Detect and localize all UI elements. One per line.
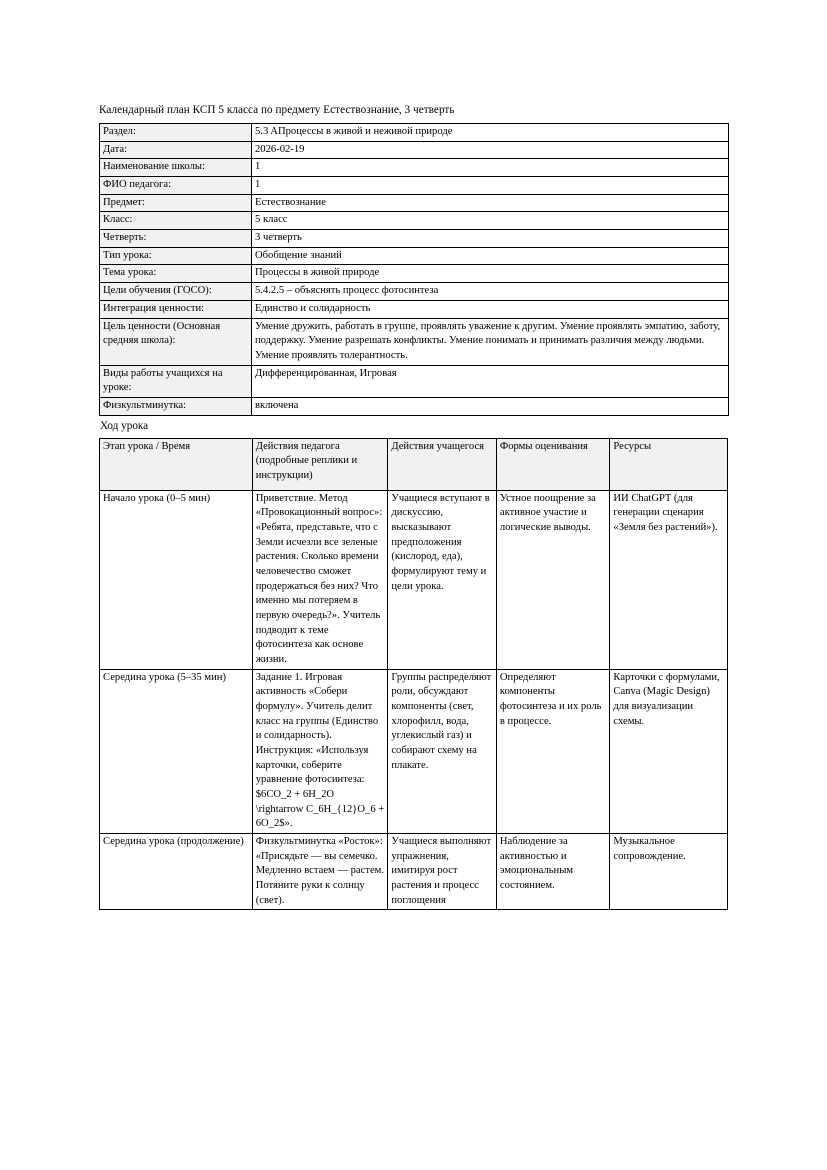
info-label-subject: Предмет: [100, 194, 252, 212]
info-value-physical-break: включена [252, 397, 729, 415]
table-row [100, 230, 729, 248]
table-row [100, 397, 729, 415]
column-header-student-actions: Действия учащегося [388, 438, 497, 490]
lesson-flow-heading: Ход урока [100, 419, 149, 432]
table-row [100, 177, 729, 195]
table-row [100, 834, 728, 910]
column-header-assessment: Формы оценивания [496, 438, 610, 490]
table-header-row [100, 438, 728, 490]
info-label-class: Класс: [100, 212, 252, 230]
info-value-subject: Естествознание [252, 194, 729, 212]
info-value-work-types: Дифференцированная, Игровая [252, 365, 729, 397]
info-label-value-integration: Интеграция ценности: [100, 300, 252, 318]
table-row [100, 365, 729, 397]
info-value-value-integration: Единство и солидарность [252, 300, 729, 318]
cell-teacher-actions: Задание 1. Игровая активность «Собери формулу». Учитель делит класс на группы (Единство и солидарность). Инструкция: «Используя карточки, соберите уравнение фотосинтеза: $6CO_2 + 6H_2O \rightarrow C_6H_{12}O_6 + 6O_2$». [252, 669, 388, 833]
info-value-school: 1 [252, 159, 729, 177]
lesson-info-body [100, 124, 729, 415]
info-value-lesson-type: Обобщение знаний [252, 247, 729, 265]
info-label-lesson-type: Тип урока: [100, 247, 252, 265]
info-label-lesson-topic: Тема урока: [100, 265, 252, 283]
cell-teacher-actions: Физкультминутка «Росток»: «Присядьте — вы семечко. Медленно встаем — растем. Потяните руки к солнцу (свет). [252, 834, 388, 910]
cell-stage: Начало урока (0–5 мин) [100, 490, 253, 669]
table-row [100, 669, 728, 833]
cell-assessment: Определяют компоненты фотосинтеза и их роль в процессе. [496, 669, 610, 833]
table-row [100, 490, 728, 669]
info-value-lesson-topic: Процессы в живой природе [252, 265, 729, 283]
info-label-work-types: Виды работы учащихся на уроке: [100, 365, 252, 397]
info-label-school: Наименование школы: [100, 159, 252, 177]
cell-stage: Середина урока (продолжение) [100, 834, 253, 910]
cell-assessment: Наблюдение за активностью и эмоциональным состоянием. [496, 834, 610, 910]
lesson-flow-table [99, 438, 728, 911]
column-header-resources: Ресурсы [610, 438, 728, 490]
info-value-value-goal: Умение дружить, работать в группе, проявлять уважение к другим. Умение проявлять эмпатию, заботу, поддержку. Умение разрешать конфликты. Умение понимать и принимать различия между людьми. Умение проявлять толерантность. [252, 318, 729, 365]
cell-resources: Карточки с формулами, Canva (Magic Design) для визуализации схемы. [610, 669, 728, 833]
info-label-razdel: Раздел: [100, 124, 252, 142]
cell-resources: Музыкальное сопровождение. [610, 834, 728, 910]
info-label-data: Дата: [100, 141, 252, 159]
cell-student-actions: Группы распределяют роли, обсуждают компоненты (свет, хлорофилл, вода, углекислый газ) и собирают схему на плакате. [388, 669, 497, 833]
table-row [100, 159, 729, 177]
page-title: Календарный план КСП 5 класса по предмету Естествознание, 3 четверть [99, 104, 455, 116]
lesson-flow-header [100, 438, 728, 490]
table-row [100, 283, 729, 301]
table-row [100, 247, 729, 265]
info-label-goals: Цели обучения (ГОСО): [100, 283, 252, 301]
info-label-physical-break: Физкультминутка: [100, 397, 252, 415]
document-content [99, 103, 728, 910]
cell-teacher-actions: Приветствие. Метод «Провокационный вопрос»: «Ребята, представьте, что с Земли исчезли все зеленые растения. Сколько времени человечество сможет продержаться без них? Что именно мы потеряем в первую очередь?». Учитель подводит к теме фотосинтеза как основе жизни. [252, 490, 388, 669]
cell-stage: Середина урока (5–35 мин) [100, 669, 253, 833]
table-row [100, 265, 729, 283]
info-label-value-goal: Цель ценности (Основная средняя школа): [100, 318, 252, 365]
info-value-goals: 5.4.2.5 – объяснять процесс фотосинтеза [252, 283, 729, 301]
cell-student-actions: Учащиеся вступают в дискуссию, высказывают предположения (кислород, еда), формулируют тему и цели урока. [388, 490, 497, 669]
column-header-stage: Этап урока / Время [100, 438, 253, 490]
info-value-razdel: 5.3 AПроцессы в живой и неживой природе [252, 124, 729, 142]
table-row [100, 194, 729, 212]
table-row [100, 300, 729, 318]
cell-resources: ИИ ChatGPT (для генерации сценария «Земля без растений»). [610, 490, 728, 669]
table-row [100, 124, 729, 142]
column-header-teacher-actions: Действия педагога (подробные реплики и инструкции) [252, 438, 388, 490]
cell-student-actions: Учащиеся выполняют упражнения, имитируя рост растения и процесс поглощения [388, 834, 497, 910]
info-label-teacher: ФИО педагога: [100, 177, 252, 195]
info-value-class: 5 класс [252, 212, 729, 230]
table-row [100, 212, 729, 230]
info-value-data: 2026-02-19 [252, 141, 729, 159]
table-row [100, 318, 729, 365]
lesson-info-table [99, 123, 729, 415]
info-value-teacher: 1 [252, 177, 729, 195]
table-row [100, 141, 729, 159]
info-label-quarter: Четверть: [100, 230, 252, 248]
cell-assessment: Устное поощрение за активное участие и логические выводы. [496, 490, 610, 669]
info-value-quarter: 3 четверть [252, 230, 729, 248]
lesson-flow-body [100, 490, 728, 910]
